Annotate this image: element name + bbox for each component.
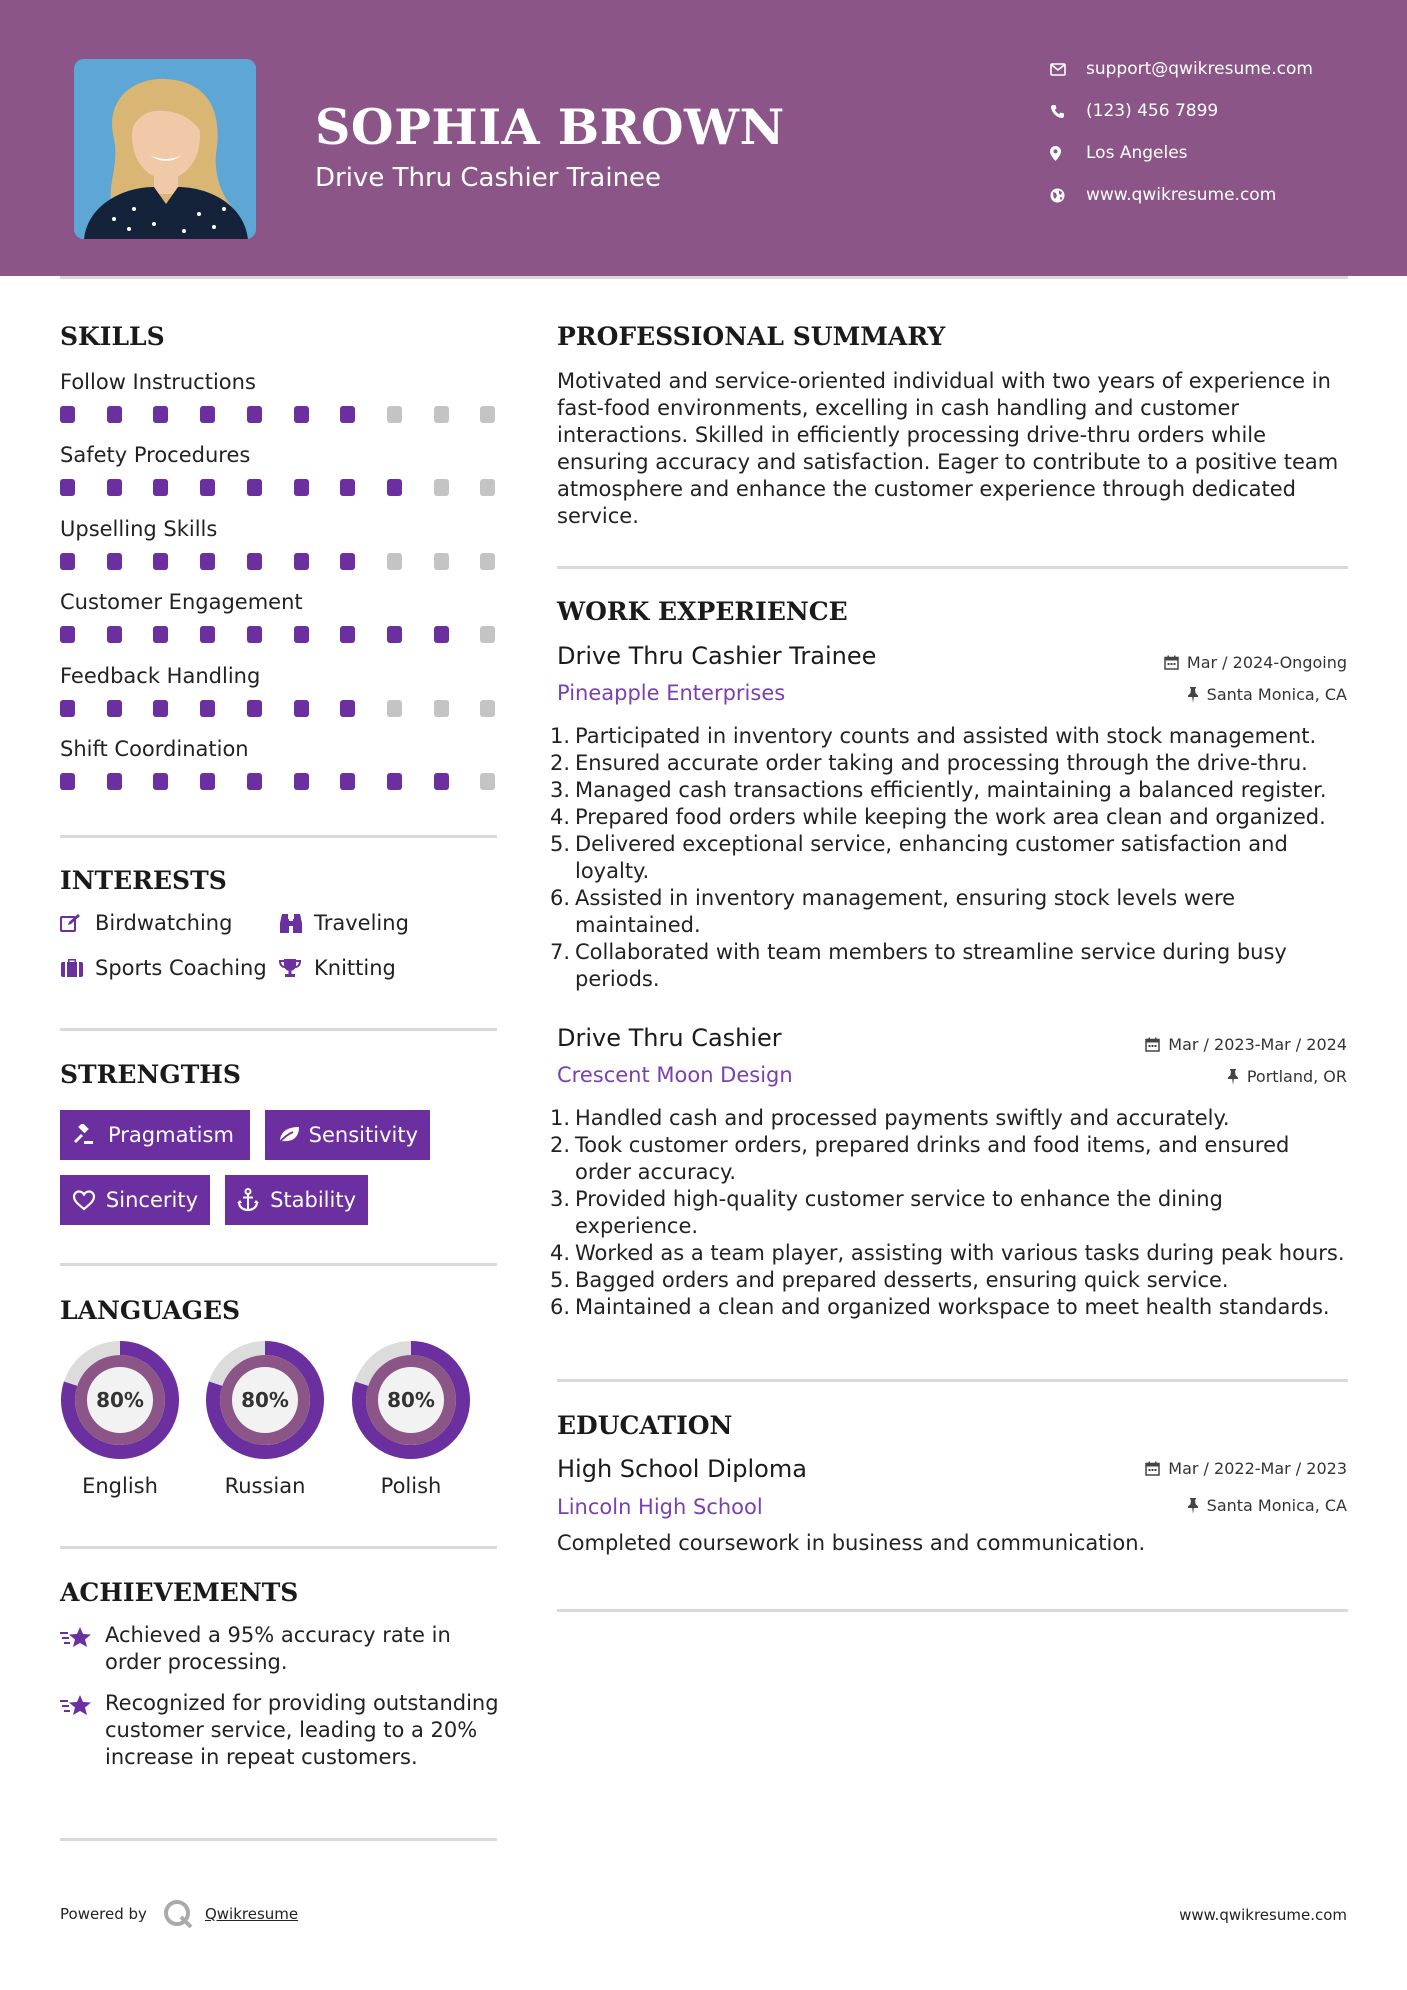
suitcase-icon: [60, 958, 95, 978]
gavel-icon: [72, 1124, 108, 1146]
interest-item: [279, 956, 396, 980]
contact-email-text: support@qwikresume.com: [1086, 59, 1313, 79]
skill-dot-filled: [340, 700, 355, 717]
company-name: Crescent Moon Design: [557, 1063, 793, 1087]
star-icon: [60, 1622, 105, 1676]
skill-dot-filled: [340, 406, 355, 423]
job-location-text: Santa Monica, CA: [1206, 685, 1347, 704]
skill-label: Safety Procedures: [60, 443, 251, 468]
anchor-icon: [237, 1188, 270, 1212]
skill-dot-filled: [247, 700, 262, 717]
skill-dot-filled: [153, 553, 168, 570]
globe-icon: [1050, 188, 1086, 203]
job-location: [1187, 685, 1347, 704]
interest-item: [279, 911, 409, 935]
skill-rating: [60, 553, 500, 571]
skills-heading: SKILLS: [60, 322, 165, 351]
strengths-heading: STRENGTHS: [60, 1060, 241, 1089]
skill-dot-empty: [480, 700, 495, 717]
skill-dot-filled: [60, 479, 75, 496]
education-location: [1187, 1496, 1347, 1515]
languages-divider: [60, 1546, 497, 1549]
language-percent: 80%: [96, 1388, 144, 1412]
skill-dot-filled: [387, 479, 402, 496]
pushpin-icon: [1227, 1069, 1239, 1085]
powered-by: [60, 1897, 298, 1931]
education-location-text: Santa Monica, CA: [1206, 1496, 1347, 1515]
strengths-divider: [60, 1263, 497, 1266]
job-duty-item: [550, 1105, 1350, 1132]
list-number: 6.: [550, 886, 571, 910]
job-duty-item: [550, 804, 1350, 831]
skill-dot-filled: [153, 700, 168, 717]
interest-label: Knitting: [314, 956, 396, 980]
strength-tag: [60, 1110, 250, 1160]
job-duty-item: [550, 1240, 1350, 1267]
job-dates: [1164, 653, 1347, 672]
strength-label: Pragmatism: [108, 1123, 234, 1147]
pushpin-icon: [1187, 1498, 1199, 1514]
achievement-text: Achieved a 95% accuracy rate in order processing.: [105, 1623, 451, 1674]
language-ring: [60, 1340, 180, 1460]
skill-dot-filled: [200, 406, 215, 423]
candidate-title: Drive Thru Cashier Trainee: [315, 163, 662, 193]
skill-dot-filled: [107, 406, 122, 423]
job-title: Drive Thru Cashier Trainee: [557, 642, 877, 670]
skill-dot-filled: [387, 773, 402, 790]
job-dates-text: Mar / 2023-Mar / 2024: [1168, 1035, 1347, 1054]
envelope-icon: [1050, 63, 1086, 76]
skills-divider: [60, 835, 497, 838]
job-location: [1227, 1067, 1347, 1086]
education-divider: [557, 1609, 1348, 1612]
contact-website-text: www.qwikresume.com: [1086, 185, 1277, 205]
skill-dot-filled: [107, 626, 122, 643]
skill-dot-empty: [480, 406, 495, 423]
skill-dot-filled: [60, 773, 75, 790]
interest-item: [60, 911, 232, 935]
skill-dot-filled: [153, 626, 168, 643]
job-duty-text: Took customer orders, prepared drinks and food items, and ensured order accuracy.: [575, 1133, 1290, 1184]
skill-dot-filled: [294, 773, 309, 790]
skill-label: Upselling Skills: [60, 516, 218, 541]
language-percent: 80%: [387, 1388, 435, 1412]
skill-dot-filled: [340, 626, 355, 643]
skill-dot-empty: [480, 773, 495, 790]
achievements-divider: [60, 1838, 497, 1841]
school-name: Lincoln High School: [557, 1495, 763, 1519]
phone-icon: [1050, 104, 1086, 119]
header-banner: [0, 0, 1407, 276]
profile-photo: [74, 59, 256, 239]
job-duty-item: [550, 1294, 1350, 1321]
list-number: 1.: [550, 1106, 571, 1130]
qwikresume-link[interactable]: Qwikresume: [204, 1905, 299, 1923]
list-number: 2.: [550, 1133, 571, 1157]
skill-rating: [60, 773, 500, 791]
strength-label: Sincerity: [105, 1188, 198, 1212]
candidate-name: SOPHIA BROWN: [315, 98, 785, 156]
list-number: 3.: [550, 778, 571, 802]
skill-dot-filled: [294, 406, 309, 423]
list-number: 4.: [550, 1241, 571, 1265]
contact-location: [1050, 139, 1390, 167]
languages-heading: LANGUAGES: [60, 1296, 241, 1325]
strength-tag: [225, 1175, 368, 1225]
calendar-icon: [1145, 1461, 1160, 1476]
skill-dot-filled: [247, 626, 262, 643]
job-duty-text: Participated in inventory counts and assisted with stock management.: [575, 724, 1317, 748]
skill-label: Follow Instructions: [60, 370, 256, 394]
education-description: Completed coursework in business and communication.: [557, 1531, 1146, 1555]
skill-dot-filled: [107, 553, 122, 570]
job-duty-text: Assisted in inventory management, ensuring stock levels were maintained.: [575, 886, 1236, 937]
experience-divider: [557, 1379, 1348, 1382]
interests-divider: [60, 1028, 497, 1031]
skill-dot-filled: [200, 553, 215, 570]
skill-dot-filled: [200, 479, 215, 496]
job-duty-text: Prepared food orders while keeping the work area clean and organized.: [575, 805, 1326, 829]
skill-dot-filled: [60, 700, 75, 717]
powered-by-text: Powered by: [60, 1905, 147, 1923]
summary-heading: PROFESSIONAL SUMMARY: [557, 322, 946, 351]
skill-dot-empty: [480, 553, 495, 570]
language-name: Russian: [224, 1474, 306, 1498]
job-duty-text: Worked as a team player, assisting with various tasks during peak hours.: [575, 1241, 1345, 1265]
contact-phone[interactable]: [1050, 97, 1390, 125]
list-number: 7.: [550, 940, 571, 964]
list-number: 2.: [550, 751, 571, 775]
edit-icon: [60, 913, 95, 933]
list-number: 6.: [550, 1295, 571, 1319]
qwikresume-logo-icon: [161, 1897, 195, 1931]
header-divider: [60, 276, 1348, 279]
skill-dot-filled: [107, 773, 122, 790]
list-number: 5.: [550, 1268, 571, 1292]
skill-dot-filled: [60, 406, 75, 423]
interest-label: Traveling: [314, 911, 409, 935]
job-duty-item: [550, 723, 1350, 750]
leaf-icon: [277, 1125, 309, 1145]
skill-dot-empty: [387, 406, 402, 423]
job-duty-text: Delivered exceptional service, enhancing customer satisfaction and loyalty.: [575, 832, 1288, 883]
summary-divider: [557, 566, 1348, 569]
achievements-heading: ACHIEVEMENTS: [60, 1578, 299, 1607]
skill-dot-filled: [340, 773, 355, 790]
list-number: 4.: [550, 805, 571, 829]
strength-tag: [265, 1110, 430, 1160]
heart-icon: [72, 1190, 106, 1211]
job-duty-text: Maintained a clean and organized workspace to meet health standards.: [575, 1295, 1330, 1319]
skill-dot-filled: [294, 626, 309, 643]
language-name: Polish: [380, 1474, 442, 1498]
language-percent: 80%: [241, 1388, 289, 1412]
skill-dot-filled: [153, 406, 168, 423]
contact-phone-text: (123) 456 7899: [1086, 101, 1219, 121]
skill-dot-empty: [387, 553, 402, 570]
skill-dot-filled: [200, 626, 215, 643]
skill-dot-filled: [387, 626, 402, 643]
skill-label: Shift Coordination: [60, 737, 249, 761]
footer-website[interactable]: www.qwikresume.com: [1179, 1906, 1347, 1924]
strength-tag: [60, 1175, 210, 1225]
job-title: Drive Thru Cashier: [557, 1024, 782, 1052]
list-number: 1.: [550, 724, 571, 748]
job-duty-item: [550, 1186, 1350, 1240]
skill-dot-filled: [247, 773, 262, 790]
job-duty-text: Provided high-quality customer service to enhance the dining experience.: [575, 1187, 1223, 1238]
skill-dot-filled: [200, 773, 215, 790]
contact-email[interactable]: [1050, 55, 1390, 83]
interests-heading: INTERESTS: [60, 866, 227, 895]
skill-rating: [60, 626, 500, 644]
skill-dot-empty: [434, 406, 449, 423]
job-duty-item: [550, 1132, 1350, 1186]
contact-website[interactable]: [1050, 181, 1390, 209]
skill-dot-empty: [434, 479, 449, 496]
language-ring: [205, 1340, 325, 1460]
interest-label: Sports Coaching: [95, 956, 267, 980]
skill-dot-filled: [107, 700, 122, 717]
skill-dot-filled: [434, 773, 449, 790]
skill-dot-empty: [434, 553, 449, 570]
company-name: Pineapple Enterprises: [557, 681, 786, 705]
skill-dot-filled: [60, 553, 75, 570]
map-marker-icon: [1050, 146, 1086, 161]
skill-dot-filled: [294, 700, 309, 717]
skill-dot-filled: [200, 700, 215, 717]
calendar-icon: [1164, 655, 1179, 670]
skill-dot-empty: [387, 700, 402, 717]
skill-dot-filled: [434, 626, 449, 643]
skill-dot-filled: [247, 553, 262, 570]
skill-dot-empty: [480, 626, 495, 643]
skill-dot-filled: [340, 479, 355, 496]
skill-dot-filled: [153, 773, 168, 790]
skill-rating: [60, 479, 500, 497]
star-icon: [60, 1690, 105, 1771]
list-number: 3.: [550, 1187, 571, 1211]
job-location-text: Portland, OR: [1246, 1067, 1347, 1086]
trophy-icon: [279, 958, 314, 978]
interest-label: Birdwatching: [95, 911, 233, 935]
language-name: English: [82, 1474, 158, 1498]
job-duty-item: [550, 885, 1350, 939]
contact-location-text: Los Angeles: [1086, 143, 1188, 163]
skill-dot-filled: [153, 479, 168, 496]
strength-label: Stability: [270, 1188, 356, 1212]
skill-dot-filled: [107, 479, 122, 496]
education-dates-text: Mar / 2022-Mar / 2023: [1168, 1459, 1347, 1478]
pushpin-icon: [1187, 687, 1199, 703]
experience-heading: WORK EXPERIENCE: [557, 597, 848, 626]
binoculars-icon: [279, 913, 314, 933]
education-heading: EDUCATION: [557, 1411, 733, 1440]
education-dates: [1145, 1459, 1347, 1478]
skill-dot-filled: [60, 626, 75, 643]
education-degree: High School Diploma: [557, 1455, 807, 1483]
skill-rating: [60, 700, 500, 718]
skill-dot-filled: [294, 479, 309, 496]
skill-rating: [60, 406, 500, 424]
job-duty-text: Bagged orders and prepared desserts, ensuring quick service.: [575, 1268, 1229, 1292]
job-duty-item: [550, 831, 1350, 885]
job-duty-item: [550, 777, 1350, 804]
achievement-text: Recognized for providing outstanding customer service, leading to a 20% increase in repeat customers.: [105, 1691, 499, 1769]
skill-label: Customer Engagement: [60, 590, 303, 615]
summary-text: Motivated and service-oriented individual with two years of experience in fast-food environments, excelling in cash handling and customer interactions. Skilled in efficiently processing drive-thru orders while ensuring accuracy and satisfaction. Eager to contribute to a positive team atmosphere and enhance the customer experience through dedicated service.: [557, 369, 1339, 528]
job-duty-text: Collaborated with team members to streamline service during busy periods.: [575, 940, 1287, 991]
strength-label: Sensitivity: [308, 1123, 418, 1147]
job-duty-item: [550, 939, 1350, 993]
skill-dot-filled: [340, 553, 355, 570]
achievement-item: [60, 1622, 500, 1676]
job-dates: [1145, 1035, 1347, 1054]
skill-dot-empty: [434, 700, 449, 717]
job-dates-text: Mar / 2024-Ongoing: [1186, 653, 1347, 672]
skill-label: Feedback Handling: [60, 663, 261, 688]
skill-dot-filled: [247, 406, 262, 423]
skill-dot-filled: [247, 479, 262, 496]
interest-item: [60, 956, 267, 980]
language-ring: [351, 1340, 471, 1460]
list-number: 5.: [550, 832, 571, 856]
achievement-item: [60, 1690, 500, 1771]
job-duties-list: [550, 1105, 1350, 1321]
job-duty-item: [550, 750, 1350, 777]
job-duty-text: Handled cash and processed payments swiftly and accurately.: [575, 1106, 1230, 1130]
job-duty-text: Managed cash transactions efficiently, maintaining a balanced register.: [575, 778, 1327, 802]
skill-dot-filled: [294, 553, 309, 570]
skill-dot-empty: [480, 479, 495, 496]
job-duty-text: Ensured accurate order taking and processing through the drive-thru.: [575, 751, 1308, 775]
job-duty-item: [550, 1267, 1350, 1294]
job-duties-list: [550, 723, 1350, 993]
calendar-icon: [1145, 1037, 1160, 1052]
